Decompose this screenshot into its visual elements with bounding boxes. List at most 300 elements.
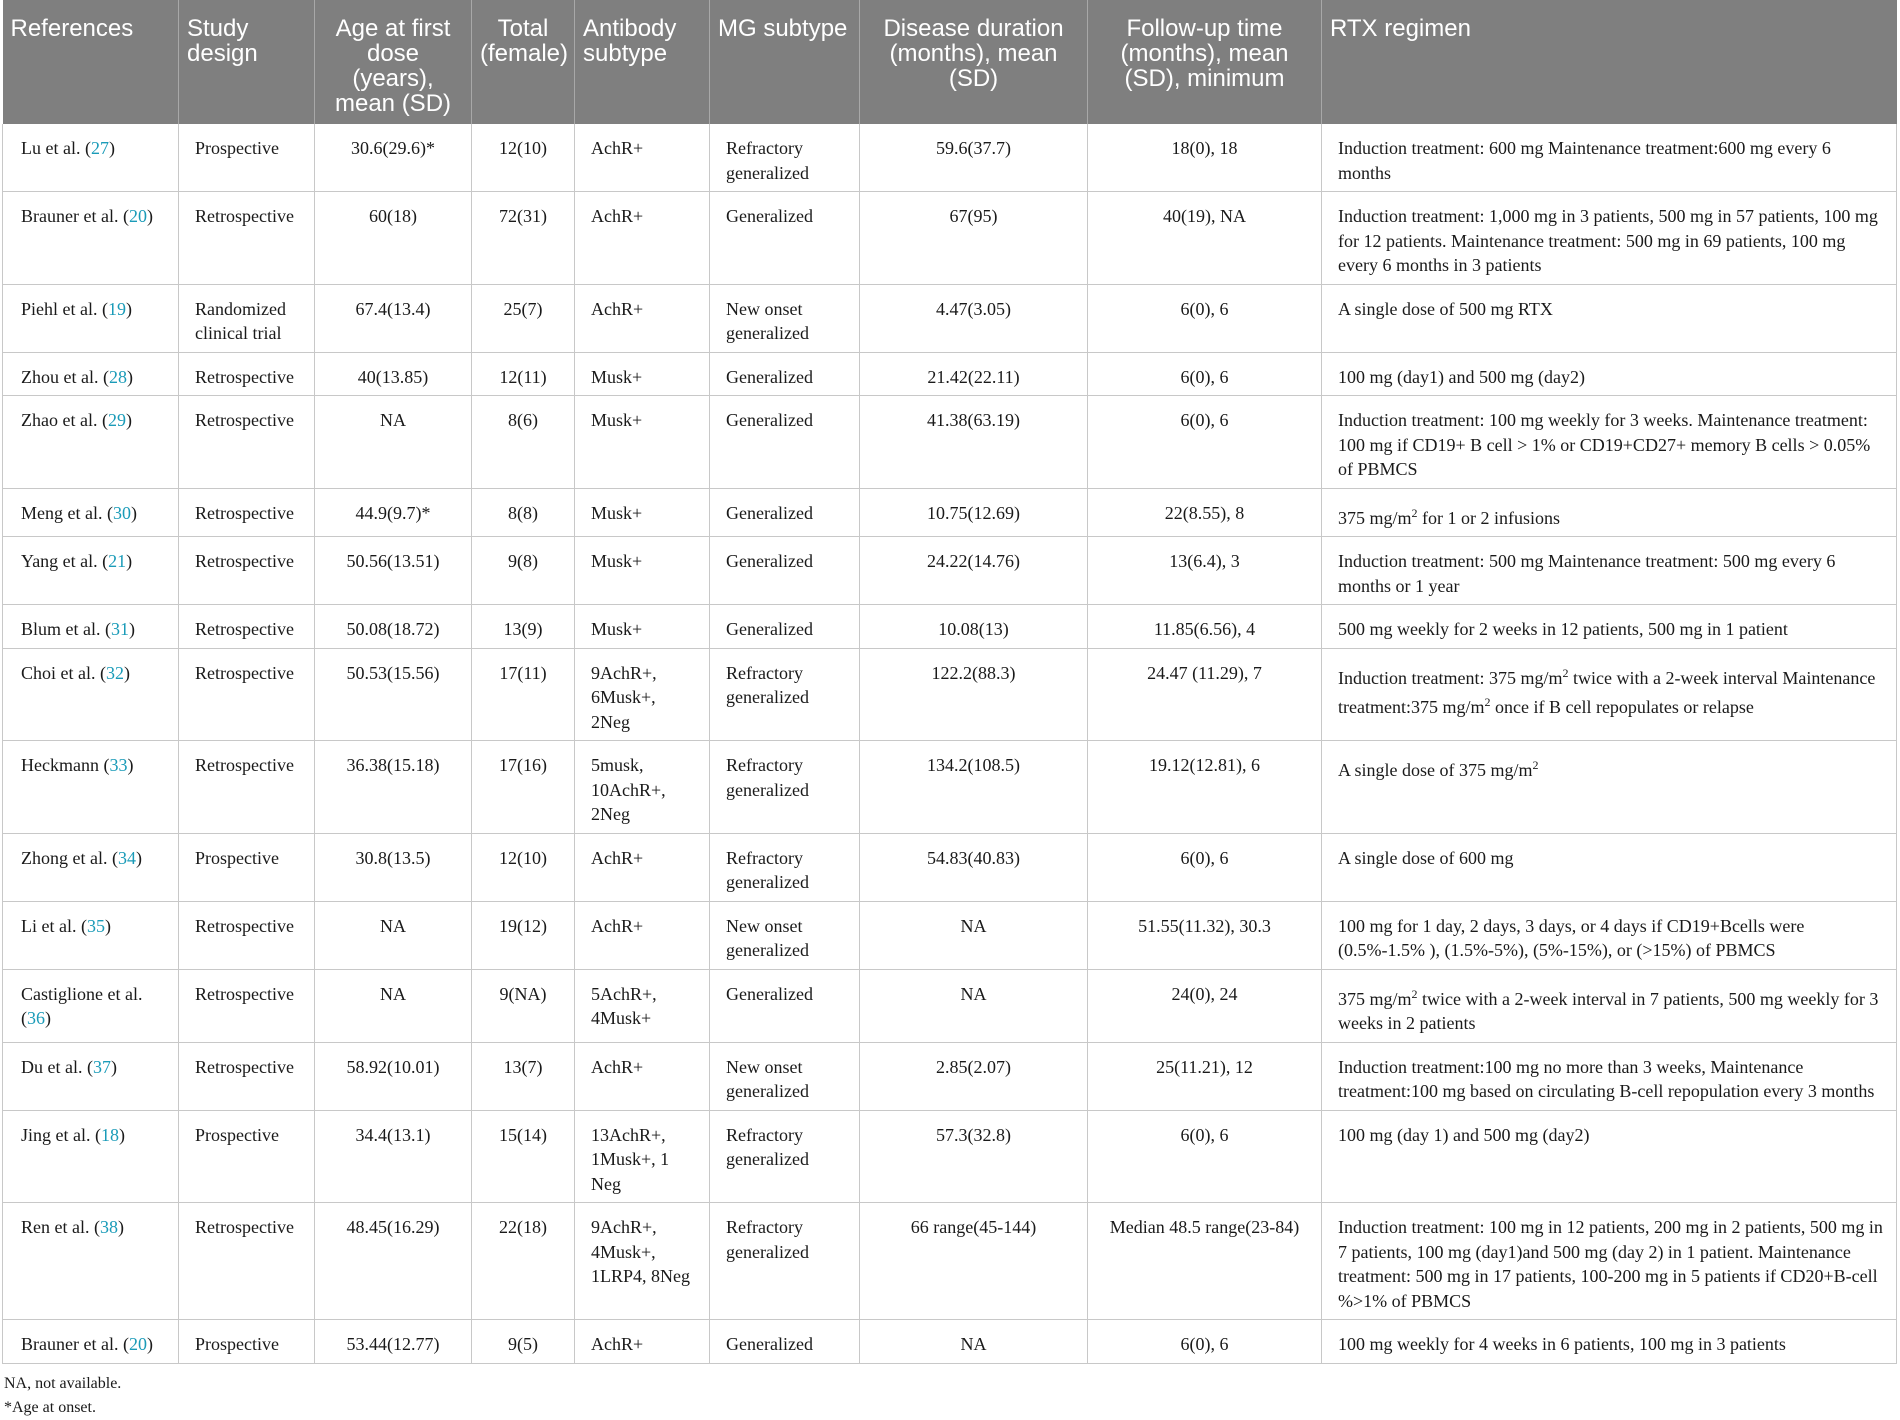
reference-text-end: ) — [127, 755, 134, 775]
cell-mg-subtype — [710, 1203, 860, 1320]
regimen-text: 100 mg (day1) and 500 mg (day2) — [1338, 366, 1585, 387]
cell-total — [472, 396, 575, 489]
table-row — [3, 605, 1897, 649]
cell-total — [472, 901, 575, 969]
cell-follow-up — [1088, 741, 1322, 834]
follow-up-value: 19.12(12.81), 6 — [1149, 755, 1260, 775]
reference-link[interactable]: 21 — [108, 551, 127, 571]
mg-subtype-value: Generalized — [726, 502, 813, 523]
cell-antibody — [575, 901, 710, 969]
cell-duration — [860, 605, 1088, 649]
footnote-age-onset: *Age at onset. — [4, 1398, 96, 1416]
cell-study-design — [179, 124, 315, 192]
regimen-text: A single dose of 600 mg — [1338, 847, 1514, 868]
cell-reference — [3, 1042, 179, 1110]
reference-text: Piehl et al. ( — [21, 298, 108, 319]
cell-reference — [3, 969, 179, 1042]
reference-link[interactable]: 27 — [90, 138, 109, 158]
cell-study-design — [179, 1042, 315, 1110]
reference-link[interactable]: 33 — [109, 755, 128, 775]
regimen-text: 100 mg for 1 day, 2 days, 3 days, or 4 days if CD19+Bcells were (0.5%-1.5% ), (1.5%-5%), (5%-15%), or (>15%) of PBMCS — [1338, 915, 1805, 960]
age-value: NA — [380, 410, 406, 430]
antibody-value: AchR+ — [591, 1334, 644, 1354]
total-value: 12(10) — [499, 138, 547, 158]
antibody-value: Musk+ — [591, 551, 643, 571]
follow-up-value: 24(0), 24 — [1171, 983, 1238, 1004]
cell-reference — [3, 741, 179, 834]
cell-reference — [3, 605, 179, 649]
table-body — [3, 124, 1897, 1363]
mg-subtype-value: Refractory generalized — [726, 138, 809, 183]
cell-reference — [3, 488, 179, 537]
cell-follow-up — [1088, 1110, 1322, 1203]
mg-subtype-value: Refractory generalized — [726, 662, 809, 707]
cell-follow-up — [1088, 124, 1322, 192]
reference-link[interactable]: 20 — [128, 1334, 147, 1354]
reference-text-end: ) — [128, 619, 135, 639]
cell-age — [315, 396, 472, 489]
age-value: 48.45(16.29) — [346, 1217, 440, 1237]
age-value: NA — [380, 983, 406, 1004]
cell-regimen — [1322, 352, 1897, 396]
reference-text-end: ) — [117, 1217, 124, 1237]
total-value: 9(5) — [508, 1334, 538, 1354]
total-value: 13(7) — [503, 1056, 543, 1077]
mg-subtype-value: Generalized — [726, 366, 813, 387]
cell-reference — [3, 901, 179, 969]
antibody-value: 9AchR+, 6Musk+, 2Neg — [591, 662, 657, 732]
regimen-text: Induction treatment: 600 mg Maintenance treatment:600 mg every 6 months — [1338, 138, 1831, 183]
cell-age — [315, 1110, 472, 1203]
follow-up-value: 22(8.55), 8 — [1164, 502, 1245, 523]
cell-follow-up — [1088, 284, 1322, 352]
cell-reference — [3, 648, 179, 741]
study-design: Retrospective — [195, 502, 294, 523]
cell-total — [472, 124, 575, 192]
reference-text: Meng et al. ( — [21, 502, 113, 523]
cell-regimen — [1322, 537, 1897, 605]
cell-study-design — [179, 1203, 315, 1320]
reference-text: Zhao et al. ( — [21, 410, 108, 430]
table-row — [3, 969, 1897, 1042]
duration-value: 122.2(88.3) — [931, 662, 1016, 683]
cell-antibody — [575, 1203, 710, 1320]
cell-age — [315, 1042, 472, 1110]
table-row — [3, 1320, 1897, 1364]
antibody-value: 9AchR+, 4Musk+, 1LRP4, 8Neg — [591, 1217, 690, 1286]
mg-subtype-value: Refractory generalized — [726, 755, 809, 800]
cell-reference — [3, 1320, 179, 1364]
cell-antibody — [575, 1320, 710, 1364]
header-row — [3, 0, 1897, 124]
age-value: 40(13.85) — [357, 366, 429, 387]
age-value: 50.53(15.56) — [346, 662, 440, 683]
mg-subtype-value: Generalized — [726, 983, 813, 1004]
table-row — [3, 396, 1897, 489]
duration-value: 54.83(40.83) — [927, 847, 1020, 868]
mg-subtype-value: New onset generalized — [726, 298, 809, 343]
reference-text-end: ) — [123, 662, 130, 683]
header-references: References — [3, 0, 179, 124]
reference-link[interactable]: 34 — [117, 847, 136, 868]
superscript-2: 2 — [1562, 665, 1569, 680]
follow-up-value: 6(0), 6 — [1180, 1124, 1229, 1145]
cell-study-design — [179, 1320, 315, 1364]
reference-text-end: ) — [125, 410, 132, 430]
cell-regimen — [1322, 1320, 1897, 1364]
header-rtx-regimen: RTX regimen — [1322, 0, 1897, 124]
regimen-text: A single dose of 500 mg RTX — [1338, 298, 1553, 319]
reference-text-end: ) — [118, 1124, 125, 1145]
table-row — [3, 1110, 1897, 1203]
duration-value: 41.38(63.19) — [927, 410, 1020, 430]
cell-antibody — [575, 124, 710, 192]
superscript-2: 2 — [1484, 695, 1491, 709]
cell-duration — [860, 833, 1088, 901]
cell-duration — [860, 648, 1088, 741]
table-row — [3, 1042, 1897, 1110]
regimen-text: Induction treatment: 100 mg weekly for 3 weeks. Maintenance treatment: 100 mg if CD19+ B cell > 1% or CD19+CD27+ memory B cells > 0.05% of PBMCS — [1338, 410, 1871, 479]
mg-subtype-value: New onset generalized — [726, 915, 809, 960]
cell-antibody — [575, 741, 710, 834]
study-design: Prospective — [195, 138, 279, 158]
rtx-studies-table — [2, 0, 1897, 1364]
age-value: 30.6(29.6)* — [351, 138, 435, 158]
reference-link[interactable]: 37 — [92, 1056, 111, 1077]
study-design: Retrospective — [195, 915, 294, 936]
header-total: Total (female) — [472, 0, 575, 124]
cell-study-design — [179, 969, 315, 1042]
mg-subtype-value: Generalized — [726, 410, 813, 430]
reference-link[interactable]: 36 — [27, 1008, 45, 1028]
antibody-value: Musk+ — [591, 410, 643, 430]
age-value: 60(18) — [369, 206, 417, 226]
follow-up-value: 6(0), 6 — [1180, 298, 1229, 319]
regimen-text: 500 mg weekly for 2 weeks in 12 patients, 500 mg in 1 patient — [1338, 619, 1788, 639]
regimen-text: 100 mg (day 1) and 500 mg (day2) — [1338, 1124, 1590, 1145]
reference-text: Brauner et al. ( — [21, 1334, 129, 1354]
cell-follow-up — [1088, 537, 1322, 605]
reference-text-end: ) — [135, 847, 142, 868]
table-row — [3, 488, 1897, 537]
cell-age — [315, 488, 472, 537]
reference-text-end: ) — [126, 551, 133, 571]
cell-study-design — [179, 537, 315, 605]
total-value: 12(10) — [499, 847, 547, 868]
antibody-value: 5musk, 10AchR+, 2Neg — [591, 755, 666, 824]
cell-duration — [860, 537, 1088, 605]
cell-age — [315, 969, 472, 1042]
cell-follow-up — [1088, 833, 1322, 901]
cell-total — [472, 1042, 575, 1110]
reference-link[interactable]: 32 — [105, 662, 124, 683]
study-design: Retrospective — [195, 366, 294, 387]
cell-antibody — [575, 192, 710, 285]
duration-value: 10.08(13) — [938, 619, 1009, 639]
header-disease-duration: Disease duration (months), mean (SD) — [860, 0, 1088, 124]
cell-study-design — [179, 488, 315, 537]
cell-regimen — [1322, 284, 1897, 352]
reference-text-end: ) — [45, 1008, 51, 1028]
cell-follow-up — [1088, 396, 1322, 489]
regimen-text: A single dose of 375 mg/m — [1338, 760, 1533, 780]
reference-text: Zhou et al. ( — [21, 366, 109, 387]
reference-link[interactable]: 31 — [110, 619, 129, 639]
total-value: 72(31) — [499, 206, 547, 226]
cell-regimen — [1322, 124, 1897, 192]
cell-antibody — [575, 833, 710, 901]
cell-follow-up — [1088, 488, 1322, 537]
total-value: 22(18) — [499, 1217, 547, 1237]
reference-text: Brauner et al. ( — [21, 206, 129, 226]
cell-follow-up — [1088, 1203, 1322, 1320]
age-value: 67.4(13.4) — [355, 298, 431, 319]
study-design: Retrospective — [195, 206, 294, 226]
cell-duration — [860, 192, 1088, 285]
duration-value: 10.75(12.69) — [927, 502, 1020, 523]
cell-total — [472, 833, 575, 901]
cell-antibody — [575, 1042, 710, 1110]
footnote-na: NA, not available. — [4, 1374, 122, 1392]
cell-regimen — [1322, 901, 1897, 969]
cell-antibody — [575, 537, 710, 605]
age-value: 30.8(13.5) — [355, 847, 431, 868]
cell-reference — [3, 352, 179, 396]
cell-mg-subtype — [710, 833, 860, 901]
regimen-text: Induction treatment: 100 mg in 12 patients, 200 mg in 2 patients, 500 mg in 7 patients, 100 mg (day1)and 500 mg (day 2) in 1 patient. Maintenance treatment: 500 mg in 17 patients, 100-200 mg in 5 patients if CD20+B-cell %>1% of PBMCS — [1338, 1217, 1883, 1311]
study-design: Randomized clinical trial — [195, 298, 286, 343]
total-value: 17(11) — [499, 662, 547, 683]
table-row — [3, 192, 1897, 285]
cell-duration — [860, 1320, 1088, 1364]
age-value: NA — [380, 915, 406, 936]
reference-text-end: ) — [146, 206, 153, 226]
mg-subtype-value: Refractory generalized — [726, 1124, 809, 1169]
study-design: Prospective — [195, 1124, 279, 1145]
reference-link[interactable]: 28 — [108, 366, 127, 387]
reference-text: Heckmann ( — [21, 755, 110, 775]
total-value: 15(14) — [499, 1124, 547, 1145]
cell-antibody — [575, 969, 710, 1042]
table-row — [3, 1203, 1897, 1320]
cell-total — [472, 352, 575, 396]
regimen-text: Induction treatment: 375 mg/m — [1338, 667, 1563, 688]
header-mg-subtype: MG subtype — [710, 0, 860, 124]
cell-study-design — [179, 192, 315, 285]
cell-mg-subtype — [710, 124, 860, 192]
cell-regimen — [1322, 833, 1897, 901]
study-design: Retrospective — [195, 410, 294, 430]
reference-link[interactable]: 35 — [86, 915, 105, 936]
cell-study-design — [179, 1110, 315, 1203]
reference-link[interactable]: 20 — [128, 206, 147, 226]
follow-up-value: 11.85(6.56), 4 — [1153, 619, 1256, 639]
cell-study-design — [179, 605, 315, 649]
table-row — [3, 124, 1897, 192]
reference-text: Castiglione et al. ( — [21, 983, 143, 1028]
total-value: 25(7) — [503, 298, 543, 319]
cell-mg-subtype — [710, 537, 860, 605]
study-design: Retrospective — [195, 1217, 294, 1237]
antibody-value: 5AchR+, 4Musk+ — [591, 983, 657, 1028]
duration-value: NA — [960, 983, 987, 1004]
superscript-2: 2 — [1411, 986, 1418, 1001]
cell-duration — [860, 969, 1088, 1042]
cell-antibody — [575, 605, 710, 649]
duration-value: 66 range(45-144) — [910, 1217, 1037, 1237]
cell-reference — [3, 124, 179, 192]
follow-up-value: 13(6.4), 3 — [1169, 551, 1240, 571]
antibody-value: Musk+ — [591, 366, 643, 387]
cell-total — [472, 284, 575, 352]
regimen-text: Induction treatment: 1,000 mg in 3 patients, 500 mg in 57 patients, 100 mg for 12 patients. Maintenance treatment: 500 mg in 69 patients, 100 mg every 6 months in 3 patients — [1338, 206, 1878, 275]
cell-antibody — [575, 1110, 710, 1203]
cell-follow-up — [1088, 969, 1322, 1042]
cell-mg-subtype — [710, 969, 860, 1042]
cell-regimen — [1322, 192, 1897, 285]
superscript-2: 2 — [1532, 758, 1539, 772]
antibody-value: AchR+ — [591, 1056, 644, 1077]
cell-age — [315, 1203, 472, 1320]
reference-text-end: ) — [104, 915, 111, 936]
cell-total — [472, 192, 575, 285]
regimen-text: Induction treatment: 500 mg Maintenance treatment: 500 mg every 6 months or 1 year — [1338, 551, 1836, 596]
total-value: 9(NA) — [499, 983, 547, 1004]
cell-regimen — [1322, 1110, 1897, 1203]
cell-total — [472, 648, 575, 741]
reference-text: Du et al. ( — [21, 1056, 93, 1077]
cell-total — [472, 605, 575, 649]
reference-link[interactable]: 18 — [100, 1124, 119, 1145]
cell-mg-subtype — [710, 352, 860, 396]
cell-duration — [860, 1203, 1088, 1320]
cell-total — [472, 741, 575, 834]
antibody-value: Musk+ — [591, 502, 643, 523]
cell-mg-subtype — [710, 741, 860, 834]
reference-link[interactable]: 19 — [107, 298, 126, 319]
cell-mg-subtype — [710, 648, 860, 741]
follow-up-value: 6(0), 6 — [1180, 847, 1229, 868]
duration-value: NA — [960, 1334, 987, 1354]
duration-value: 134.2(108.5) — [927, 755, 1020, 775]
antibody-value: AchR+ — [591, 206, 644, 226]
total-value: 19(12) — [499, 915, 547, 936]
follow-up-value: 25(11.21), 12 — [1156, 1056, 1253, 1077]
total-value: 13(9) — [503, 619, 543, 639]
cell-duration — [860, 124, 1088, 192]
reference-text-end: ) — [146, 1334, 153, 1354]
antibody-value: Musk+ — [591, 619, 643, 639]
reference-text: Blum et al. ( — [21, 619, 111, 639]
follow-up-value: 6(0), 6 — [1180, 366, 1229, 387]
regimen-text: 100 mg weekly for 4 weeks in 6 patients, 100 mg in 3 patients — [1338, 1334, 1786, 1354]
cell-regimen — [1322, 488, 1897, 537]
cell-reference — [3, 396, 179, 489]
cell-mg-subtype — [710, 396, 860, 489]
cell-mg-subtype — [710, 284, 860, 352]
age-value: 50.08(18.72) — [346, 619, 440, 639]
cell-study-design — [179, 741, 315, 834]
cell-study-design — [179, 352, 315, 396]
reference-link[interactable]: 30 — [112, 502, 131, 523]
cell-reference — [3, 192, 179, 285]
cell-age — [315, 537, 472, 605]
regimen-text: twice with a 2-week interval Maintenance treatment:375 mg/m — [1338, 667, 1876, 717]
header-age: Age at first dose (years), mean (SD) — [315, 0, 472, 124]
cell-follow-up — [1088, 192, 1322, 285]
cell-antibody — [575, 396, 710, 489]
reference-text-end: ) — [108, 138, 115, 158]
reference-text: Ren et al. ( — [21, 1217, 100, 1237]
mg-subtype-value: Generalized — [726, 1334, 813, 1354]
cell-study-design — [179, 901, 315, 969]
mg-subtype-value: New onset generalized — [726, 1056, 809, 1101]
study-design: Retrospective — [195, 662, 294, 683]
reference-link[interactable]: 38 — [99, 1217, 118, 1237]
cell-mg-subtype — [710, 488, 860, 537]
cell-follow-up — [1088, 1320, 1322, 1364]
cell-antibody — [575, 648, 710, 741]
cell-age — [315, 901, 472, 969]
duration-value: 59.6(37.7) — [936, 138, 1011, 158]
cell-total — [472, 537, 575, 605]
table-row — [3, 537, 1897, 605]
age-value: 34.4(13.1) — [355, 1124, 431, 1145]
antibody-value: AchR+ — [591, 915, 644, 936]
cell-follow-up — [1088, 352, 1322, 396]
antibody-value: AchR+ — [591, 847, 644, 868]
cell-study-design — [179, 648, 315, 741]
cell-duration — [860, 284, 1088, 352]
reference-text: Yang et al. ( — [21, 551, 109, 571]
reference-link[interactable]: 29 — [107, 410, 126, 430]
regimen-text: 375 mg/m — [1338, 507, 1412, 528]
follow-up-value: 6(0), 6 — [1180, 410, 1229, 430]
cell-reference — [3, 1110, 179, 1203]
mg-subtype-value: Generalized — [726, 619, 813, 639]
cell-mg-subtype — [710, 1110, 860, 1203]
antibody-value: AchR+ — [591, 298, 644, 319]
reference-text: Choi et al. ( — [21, 662, 106, 683]
antibody-value: 13AchR+, 1Musk+, 1 Neg — [591, 1124, 670, 1194]
table-row — [3, 352, 1897, 396]
header-study-design: Study design — [179, 0, 315, 124]
header-antibody: Antibody subtype — [575, 0, 710, 124]
cell-antibody — [575, 488, 710, 537]
mg-subtype-value: Generalized — [726, 551, 813, 571]
age-value: 36.38(15.18) — [346, 755, 440, 775]
age-value: 44.9(9.7)* — [355, 502, 431, 523]
total-value: 12(11) — [499, 366, 547, 387]
cell-age — [315, 192, 472, 285]
reference-text-end: ) — [125, 298, 132, 319]
cell-duration — [860, 1110, 1088, 1203]
cell-regimen — [1322, 396, 1897, 489]
duration-value: 57.3(32.8) — [936, 1124, 1011, 1145]
cell-regimen — [1322, 741, 1897, 834]
total-value: 9(8) — [508, 551, 538, 571]
regimen-text: Induction treatment:100 mg no more than 3 weeks, Maintenance treatment:100 mg based on circulating B-cell repopulation every 3 months — [1338, 1056, 1875, 1101]
study-design: Retrospective — [195, 551, 294, 571]
cell-duration — [860, 901, 1088, 969]
table-row — [3, 833, 1897, 901]
study-design: Retrospective — [195, 755, 294, 775]
study-design: Retrospective — [195, 1056, 294, 1077]
reference-text-end: ) — [130, 502, 137, 523]
cell-reference — [3, 833, 179, 901]
cell-duration — [860, 741, 1088, 834]
follow-up-value: 18(0), 18 — [1171, 138, 1238, 158]
